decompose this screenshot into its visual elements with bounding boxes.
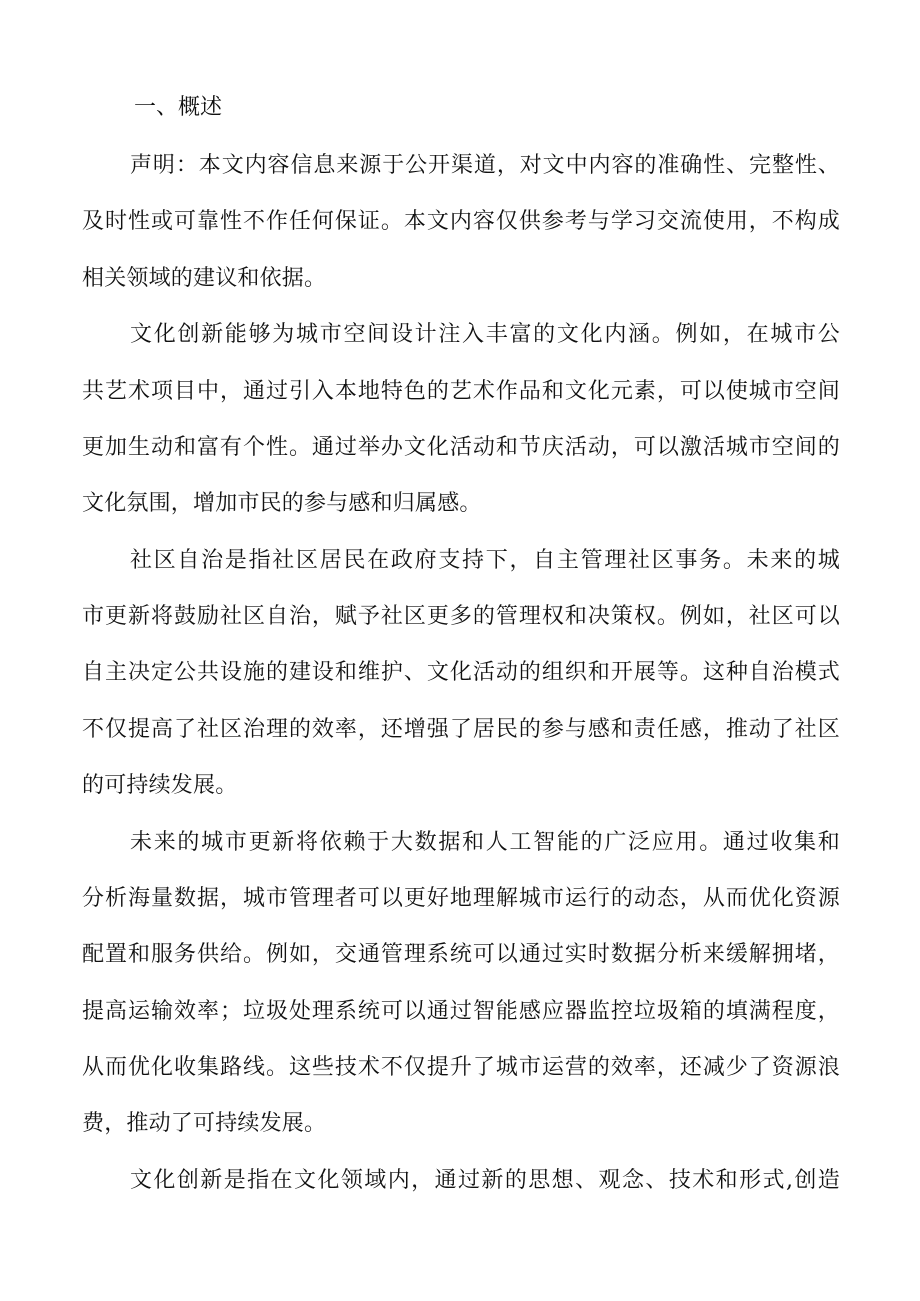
paragraph-3-line-1: 社区自治是指社区居民在政府支持下，自主管理社区事务。未来的城 — [130, 548, 840, 573]
paragraph-1-line-2: 及时性或可靠性不作任何保证。本文内容仅供参考与学习交流使用，不构成 — [82, 209, 840, 234]
paragraph-4-line-1: 未来的城市更新将依赖于大数据和人工智能的广泛应用。通过收集和 — [130, 830, 840, 855]
paragraph-2-line-4: 文化氛围，增加市民的参与感和归属感。 — [82, 491, 482, 516]
paragraph-4-line-3: 配置和服务供给。例如，交通管理系统可以通过实时数据分析来缓解拥堵， — [82, 942, 840, 967]
paragraph-3-line-5: 的可持续发展。 — [82, 773, 238, 798]
paragraph-1-line-3: 相关领域的建议和依据。 — [82, 266, 327, 291]
paragraph-3-line-3: 自主决定公共设施的建设和维护、文化活动的组织和开展等。这种自治模式 — [82, 660, 840, 685]
paragraph-2-line-3: 更加生动和富有个性。通过举办文化活动和节庆活动，可以激活城市空间的 — [82, 435, 840, 460]
section-heading: 一、概述 — [134, 95, 223, 120]
paragraph-4-line-6: 费，推动了可持续发展。 — [82, 1111, 327, 1136]
paragraph-2-line-2: 共艺术项目中，通过引入本地特色的艺术作品和文化元素，可以使城市空间 — [82, 379, 840, 404]
paragraph-3-line-4: 不仅提高了社区治理的效率，还增强了居民的参与感和责任感，推动了社区 — [82, 717, 840, 742]
paragraph-5-line-1: 文化创新是指在文化领域内，通过新的思想、观念、技术和形式,创造 — [130, 1168, 840, 1193]
paragraph-1-line-1: 声明：本文内容信息来源于公开渠道，对文中内容的准确性、完整性、 — [130, 153, 840, 178]
paragraph-3-line-2: 市更新将鼓励社区自治，赋予社区更多的管理权和决策权。例如，社区可以 — [82, 604, 840, 629]
paragraph-2-line-1: 文化创新能够为城市空间设计注入丰富的文化内涵。例如，在城市公 — [130, 322, 840, 347]
paragraph-4-line-2: 分析海量数据，城市管理者可以更好地理解城市运行的动态，从而优化资源 — [82, 886, 840, 911]
paragraph-4-line-4: 提高运输效率；垃圾处理系统可以通过智能感应器监控垃圾箱的填满程度， — [82, 999, 840, 1024]
paragraph-4-line-5: 从而优化收集路线。这些技术不仅提升了城市运营的效率，还减少了资源浪 — [82, 1055, 840, 1080]
